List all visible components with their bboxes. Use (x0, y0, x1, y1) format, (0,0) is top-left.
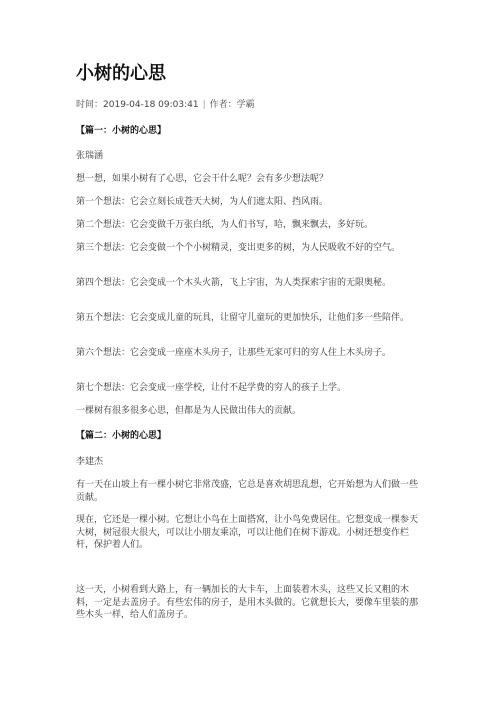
paragraph: 第一个想法：它会立刻长成苍天大树，为人们遮太阳、挡风雨。 (76, 197, 329, 207)
time-value: 2019-04-18 09:03:41 (103, 100, 199, 110)
paragraph: 有一天在山坡上有一棵小树它非常茂盛，它总是喜欢胡思乱想，它开始想为人们做一些贡献。 (76, 480, 419, 503)
paragraph: 想一想，如果小树有了心思，它会干什么呢？会有多少想法呢？ (76, 174, 329, 184)
section-heading-1: 【篇一：小树的心思】 (76, 126, 167, 136)
article-meta (76, 99, 255, 111)
paragraph: 第五个想法：它会变成儿童的玩具，让留守儿童玩的更加快乐，让他们多一些陪伴。 (76, 313, 410, 323)
paragraph: 一棵树有很多很多心思，但都是为人民做出伟大的贡献。 (76, 406, 302, 416)
section-author-2: 李建杰 (76, 457, 104, 467)
paragraph: 第三个想法：它会变做一个个小树精灵，变出更多的树，为人民吸收不好的空气。 (76, 243, 401, 253)
author-label: 作者： (209, 100, 237, 110)
section-author-1: 张瑞涵 (76, 151, 104, 161)
paragraph: 第七个想法：它会变成一座学校，让付不起学费的穷人的孩子上学。 (76, 383, 347, 393)
time-label: 时间： (76, 100, 104, 110)
paragraph: 第四个想法：它会变成一个木头火箭，飞上宇宙，为人类探索宇宙的无限奥秘。 (76, 278, 392, 288)
page-title: 小树的心思 (76, 63, 166, 84)
section-heading-2: 【篇二：小树的心思】 (76, 431, 167, 441)
paragraph: 这一天，小树看到大路上，有一辆加长的大卡车，上面装着木头，这些又长又粗的木料，一定是去盖房子。有些宏伟的房子，是用木头做的。它就想长大，要像车里装的那些木头一样，给人们盖房子。 (76, 585, 419, 620)
paragraph: 现在，它还是一棵小树。它想让小鸟在上面搭窝，让小鸟免费居住。它想变成一棵参天大树，树冠很大很大，可以让小朋友乘凉，可以让他们在树下游戏。小树还想变作栏杆，保护着人们。 (76, 515, 419, 550)
author-value: 学霸 (236, 100, 255, 110)
paragraph: 第二个想法：它会变做千万张白纸，为人们书写，哈，飘来飘去，多好玩。 (76, 220, 374, 230)
meta-separator: | (202, 100, 206, 110)
paragraph: 第六个想法：它会变成一座座木头房子，让那些无家可归的穷人住上木头房子。 (76, 348, 392, 358)
